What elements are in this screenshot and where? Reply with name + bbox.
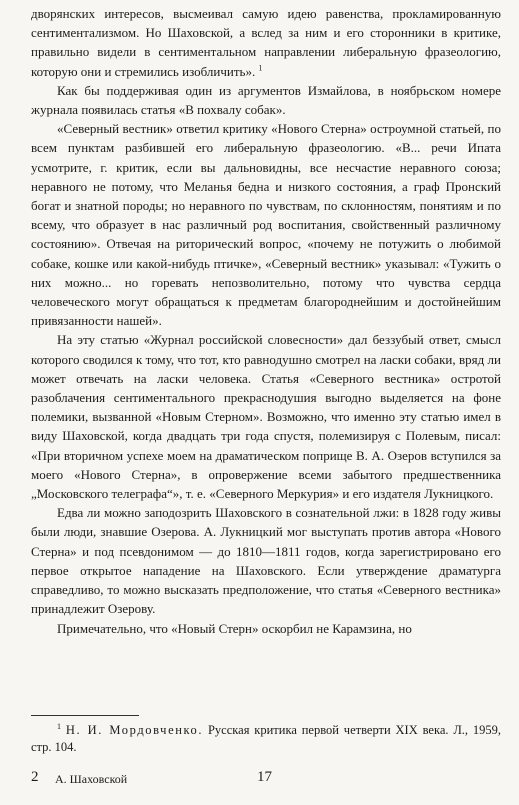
page-number: 17	[257, 769, 272, 785]
paragraph-2: Как бы поддерживая один из аргументов Измайлова, в ноябрьском номере журнала появилась статья «В похвалу собак».	[31, 82, 501, 118]
signature-number: 2	[31, 769, 39, 785]
footnote-text: Русская критика первой четверти XIX века. Л., 1959, стр. 104.	[31, 723, 502, 754]
paragraph-5: Едва ли можно заподозрить Шаховского в сознательной лжи: в 1828 году живы были люди, знавшие Озерова. А. Лукницкий мог выступать против автора «Нового Стерна» и под псевдонимом — до 1810—1811 годов, когда зарегистрировано его первое открытое нападение на Шаховского. Если утверждение драматурга справедливо, то можно высказать предположение, что статья «Северного вестника» принадлежит Озерову.	[31, 505, 501, 617]
footnote-marker: 1	[258, 63, 263, 73]
body-text	[31, 4, 501, 638]
paragraph-1	[31, 4, 501, 81]
paragraph-6: Примечательно, что «Новый Стерн» оскорбил не Карамзина, но	[57, 620, 412, 636]
footnote-divider	[31, 715, 139, 716]
footnote-author: Н. И. Мордовченко.	[65, 723, 204, 737]
paragraph-1-text: дворянских интересов, высмеивал самую идею равенства, прокламированную сентиментализмом. Но Шаховской, а вслед за ним и его сторонники в критике, правильно видели в сентиментальном направлении либеральную фразеологию, которую они и стремились изобличить».	[31, 6, 501, 79]
page-footer	[31, 768, 501, 788]
footnote-number: 1	[57, 721, 61, 731]
footnote	[31, 722, 501, 756]
paragraph-3: «Северный вестник» ответил критику «Нового Стерна» остроумной статьей, по всем пунктам разбившей его либеральную фразеологию. «В... речи Ипата усмотрите, г. критик, если вы дальновидны, все несчастие неравного союза; неравного не потому, что Меланья бедна и низкого состояния, а граф Пронский богат и знатной породы; но неравного по чувствам, по склонностям, понятиям и по всему, что образует в нас различный род воспитания, свойственный различному состоянию». Отвечая на риторический вопрос, «почему не потужить о любимой собаке, кошке или какой-нибудь птичке», «Северный вестник» указывал: «Тужить о них можно... но горевать непозволительно, потому что чувства сердца человеческого могут обращаться к предметам благороднейшим и достойнейшим привязанности нашей».	[31, 121, 501, 329]
paragraph-4: На эту статью «Журнал российской словесности» дал беззубый ответ, смысл которого сводился к тому, что тот, кто равнодушно смотрел на ласки собаки, вряд ли может отвечать на ласки человека. Статья «Северного вестника» остротой разоблачения сентиментального прекраснодушия выгодно выделяется на фоне полемики, вызванной «Новым Стерном». Возможно, что именно эту статью имел в виду Шаховской, когда двадцать три года спустя, полемизируя с Полевым, писал: «При вторичном успехе моем на драматическом поприще В. А. Озеров вступился за моего «Нового Стерна», в опровержение всеми забытого предшественника „Московского телеграфа“», т. е. «Северного Меркурия» и его издателя Лукницкого.	[31, 332, 501, 502]
signature-name: А. Шаховской	[55, 772, 128, 786]
